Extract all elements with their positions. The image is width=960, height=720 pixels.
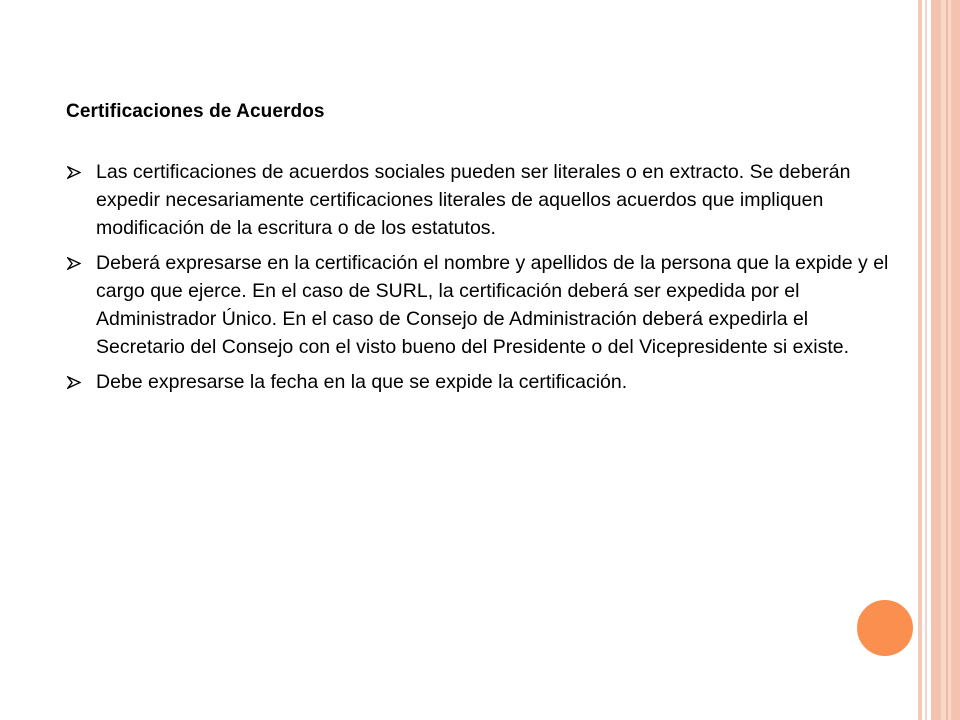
- slide-title: Certificaciones de Acuerdos: [66, 101, 325, 122]
- bullet-list: [66, 158, 896, 403]
- decorative-stripe: [918, 0, 922, 720]
- bullet-text: Debe expresarse la fecha en la que se expide la certificación.: [96, 371, 628, 393]
- bullet-item: [66, 249, 896, 361]
- decorative-stripe: [925, 0, 927, 720]
- decorative-stripe: [946, 0, 948, 720]
- arrowhead-bullet-icon: [66, 368, 84, 396]
- decorative-circle: [855, 598, 915, 658]
- arrowhead-bullet-icon: [66, 249, 84, 277]
- bullet-item: [66, 368, 896, 396]
- arrowhead-bullet-icon: [66, 158, 84, 186]
- bullet-item: [66, 158, 896, 242]
- bullet-text: Las certificaciones de acuerdos sociales pueden ser literales o en extracto. Se deberán expedir necesariamente certificaciones literales de aquellos acuerdos que impliquen modificación de la escritura o de los estatutos.: [96, 161, 851, 239]
- bullet-text: Deberá expresarse en la certificación el nombre y apellidos de la persona que la expide y el cargo que ejerce. En el caso de SURL, la certificación deberá ser expedida por el Administrador Único. En el caso de Consejo de Administración deberá expedirla el Secretario del Consejo con el visto bueno del Presidente o del Vicepresidente si existe.: [96, 252, 889, 358]
